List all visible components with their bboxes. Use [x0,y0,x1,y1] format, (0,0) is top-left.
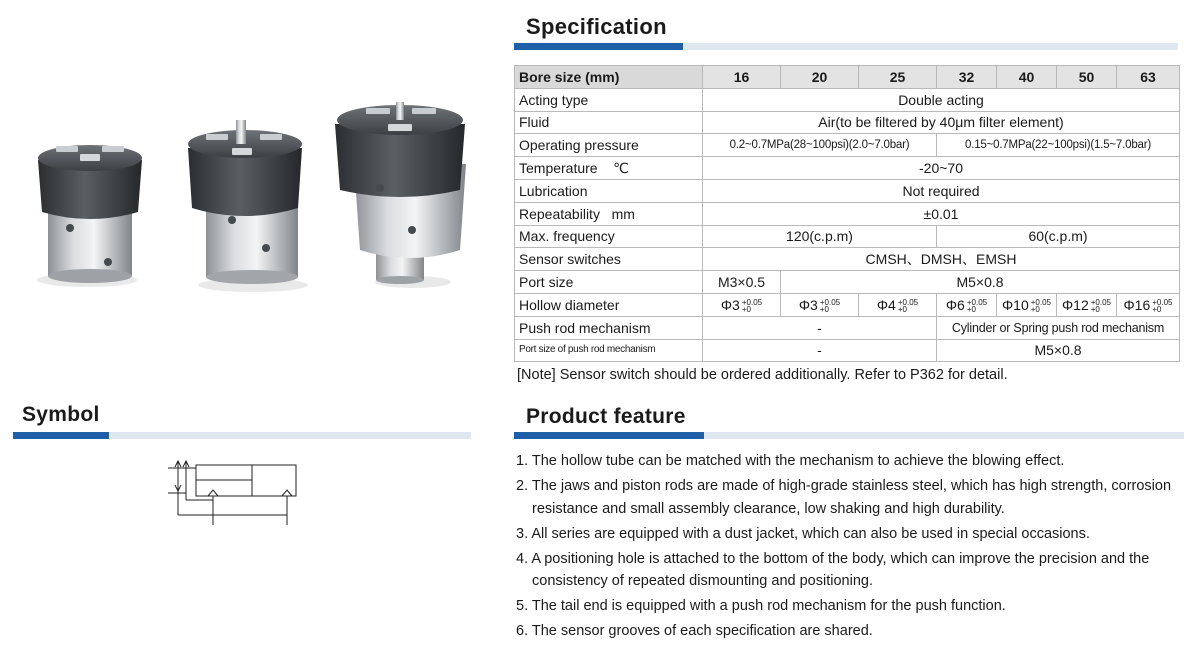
push-rod-mechanism-label: Push rod mechanism [515,316,703,339]
list-item: 3. All series are equipped with a dust jacket, which can also be used in special occasions. [516,525,1090,542]
repeatability-value: ±0.01 [703,202,1180,225]
table-row [515,179,1180,202]
table-row [515,111,1180,134]
bore-size-16: 16 [703,66,781,89]
table-row [515,248,1180,271]
table-row [515,202,1180,225]
table-row [515,293,1180,316]
operating-pressure-label: Operating pressure [515,134,703,157]
bore-size-20: 20 [781,66,859,89]
fluid-label: Fluid [515,111,703,134]
port-size-value-first: M3×0.5 [703,271,781,294]
operating-pressure-value-large: 0.15~0.7MPa(22~100psi)(1.5~7.0bar) [937,134,1180,157]
temperature-value: -20~70 [703,157,1180,180]
push-rod-port-value-small: - [703,339,937,362]
table-row [515,134,1180,157]
acting-type-label: Acting type [515,88,703,111]
list-item: 5. The tail end is equipped with a push rod mechanism for the push function. [516,598,1006,614]
hollow-diameter-20: Φ3 +0.05 +0 [781,293,859,316]
table-row [515,339,1180,362]
specification-table [514,65,1180,362]
push-rod-port-value-large: M5×0.8 [937,339,1180,362]
hollow-diameter-label: Hollow diameter [515,293,703,316]
bore-size-40: 40 [997,66,1057,89]
hollow-diameter-63: Φ16 +0.05 +0 [1117,293,1180,316]
fluid-value: Air(to be filtered by 40μm filter element) [703,111,1180,134]
hollow-diameter-25: Φ4 +0.05 +0 [859,293,937,316]
push-rod-mechanism-value-large: Cylinder or Spring push rod mechanism [937,316,1180,339]
list-item: 1. The hollow tube can be matched with the mechanism to achieve the blowing effect. [516,453,1065,469]
table-header-row [515,66,1180,89]
bore-size-50: 50 [1057,66,1117,89]
specification-title: Specification [526,14,667,39]
push-rod-port-label: Port size of push rod mechanism [515,339,703,362]
temperature-label: Temperature ℃ [515,157,703,180]
table-row [515,225,1180,248]
symbol-title: Symbol [22,403,100,426]
table-row [515,88,1180,111]
repeatability-label: Repeatability mm [515,202,703,225]
list-item: 2. The jaws and piston rods are made of high-grade stainless steel, which has high strength, corrosion resistance and small assembly clearance, low shaking and high durability. [516,478,1172,517]
gripper-25-image [188,120,308,292]
product-feature-rule [514,432,1184,439]
max-frequency-value-large: 60(c.p.m) [937,225,1180,248]
lubrication-label: Lubrication [515,179,703,202]
acting-type-value: Double acting [703,88,1180,111]
table-row [515,157,1180,180]
port-size-value-rest: M5×0.8 [781,271,1180,294]
gripper-50-image [335,102,466,288]
product-feature-title: Product feature [526,405,686,428]
table-row [515,316,1180,339]
sensor-switches-label: Sensor switches [515,248,703,271]
operating-pressure-value-small: 0.2~0.7MPa(28~100psi)(2.0~7.0bar) [703,134,937,157]
table-row [515,271,1180,294]
bore-size-63: 63 [1117,66,1180,89]
pneumatic-symbol-diagram [160,455,300,530]
bore-size-32: 32 [937,66,997,89]
list-item: 6. The sensor grooves of each specification are shared. [516,623,873,639]
spec-note: [Note] Sensor switch should be ordered additionally. Refer to P362 for detail. [517,367,1008,383]
bore-size-label: Bore size (mm) [515,66,703,89]
feature-list [516,450,1194,645]
list-item: 4. A positioning hole is attached to the bottom of the body, which can improve the precision and the consistency of repeated dismounting and positioning. [516,550,1150,589]
product-photos [20,100,480,300]
hollow-diameter-32: Φ6 +0.05 +0 [937,293,997,316]
hollow-diameter-16: Φ3 +0.05 +0 [703,293,781,316]
bore-size-25: 25 [859,66,937,89]
gripper-16-image [37,145,142,287]
port-size-label: Port size [515,271,703,294]
specification-rule [514,43,1178,50]
max-frequency-label: Max. frequency [515,225,703,248]
symbol-rule [13,432,471,439]
max-frequency-value-small: 120(c.p.m) [703,225,937,248]
hollow-diameter-40: Φ10 +0.05 +0 [997,293,1057,316]
lubrication-value: Not required [703,179,1180,202]
sensor-switches-value: CMSH、DMSH、EMSH [703,248,1180,271]
hollow-diameter-50: Φ12 +0.05 +0 [1057,293,1117,316]
push-rod-mechanism-value-small: - [703,316,937,339]
